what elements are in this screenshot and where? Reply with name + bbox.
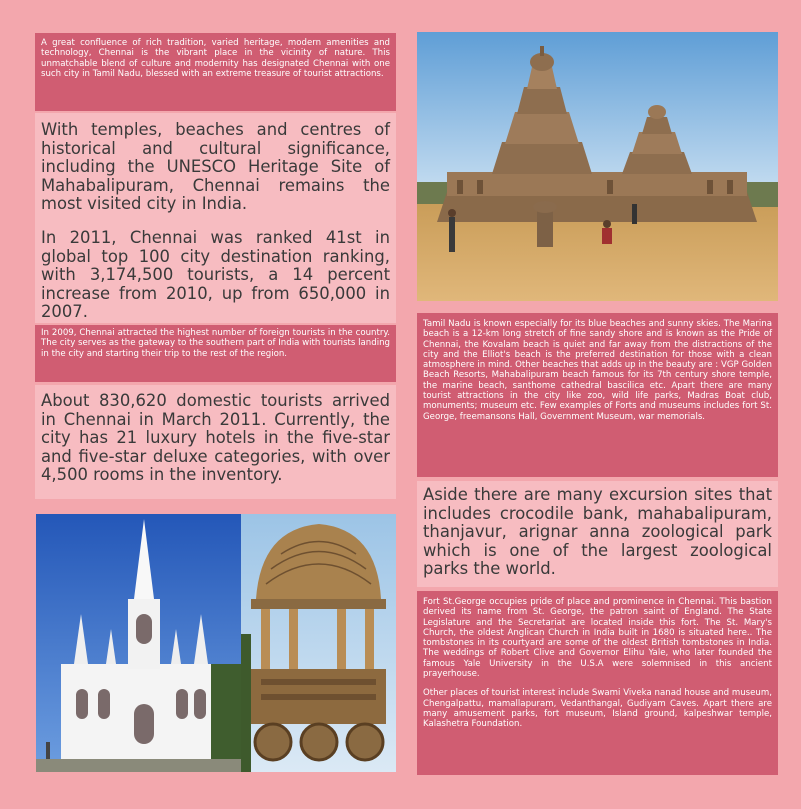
fort-st-george-box	[417, 591, 778, 775]
beaches-text: Tamil Nadu is known especially for its blue beaches and sunny skies. The Marina beach is a 12-km long stretch of fine sandy shore and is known as the Pride of Chennai, the Kovalam beach is quiet and far away from the distractions of the city and the Elliot's beach is the preferred destination for those with a clean atmosphere in mind. Other beaches that adds up in the beauty are : VGP Golden Beach Resorts, Mahabalipuram beach famous for its 7th century shore temple, the marine beach, santhome cathedral bascilica etc. Apart there are many tourist attractions in the city like zoo, wild life parks, Madras Boat club, monuments; museum etc. Few examples of Forts and museums includes fort St. George, freemansons Hall, Government Museum, war memorials.	[423, 319, 772, 422]
chariot-photo	[241, 514, 396, 772]
domestic-tourists-box	[35, 385, 396, 499]
foreign-tourists-text: In 2009, Chennai attracted the highest number of foreign tourists in the country. The city serves as the gateway to the southern part of India with tourists landing in the city and starting their trip to the rest of the region.	[41, 328, 390, 359]
fort-st-george-paragraph-1: Fort St.George occupies pride of place and prominence in Chennai. This bastion derived its name from St. George, the patron saint of England. The State Legislature and the Secretariat are located inside this fort. The St. Mary's Church, the oldest Anglican Church in India built in 1680 is situated here.. The tombstones in its courtyard are some of the oldest British tombstones in India. The weddings of Robert Clive and Governor Elihu Yale, who later founded the famous Yale University in the U.S.A were solemnised in this ancient prayerhouse.	[423, 597, 772, 680]
foreign-tourists-box	[35, 325, 396, 382]
intro-box	[35, 33, 396, 111]
santhome-church-photo	[36, 514, 241, 772]
beaches-box	[417, 313, 778, 477]
fort-st-george-paragraph-2: Other places of tourist interest include Swami Viveka nanad house and museum, Chengalpattu, mamallapuram, Vedanthangal, Gudiyam Caves. Apart there are many amusement parks, fort museum, Island ground, kalpeshwar temple, Kalashetra Foundation.	[423, 688, 772, 730]
excursion-box	[417, 481, 778, 587]
highlights-paragraph-2: In 2011, Chennai was ranked 41st in global top 100 city destination ranking, with 3,174,500 tourists, a 14 percent increase from 2010, up from 650,000 in 2007.	[41, 227, 390, 322]
shore-temple-photo	[417, 32, 778, 301]
intro-text: A great confluence of rich tradition, varied heritage, modern amenities and technology, Chennai is the vibrant place in the vicinity of nature. This unmatchable blend of culture and modernity has designated Chennai with one such city in Tamil Nadu, blessed with an extreme treasure of tourist attractions.	[41, 38, 390, 79]
excursion-text: Aside there are many excursion sites that includes crocodile bank, mahabalipuram, thanjavur, arignar anna zoological park which is one of the largest zoological parks the world.	[423, 485, 772, 579]
highlights-box	[35, 113, 396, 323]
domestic-tourists-text: About 830,620 domestic tourists arrived in Chennai in March 2011. Currently, the city has 21 luxury hotels in the five-star and five-star deluxe categories, with over 4,500 rooms in the inventory.	[41, 391, 390, 485]
highlights-paragraph-1: With temples, beaches and centres of historical and cultural significance, including the UNESCO Heritage Site of Mahabalipuram, Chennai remains the most visited city in India.	[41, 120, 390, 214]
